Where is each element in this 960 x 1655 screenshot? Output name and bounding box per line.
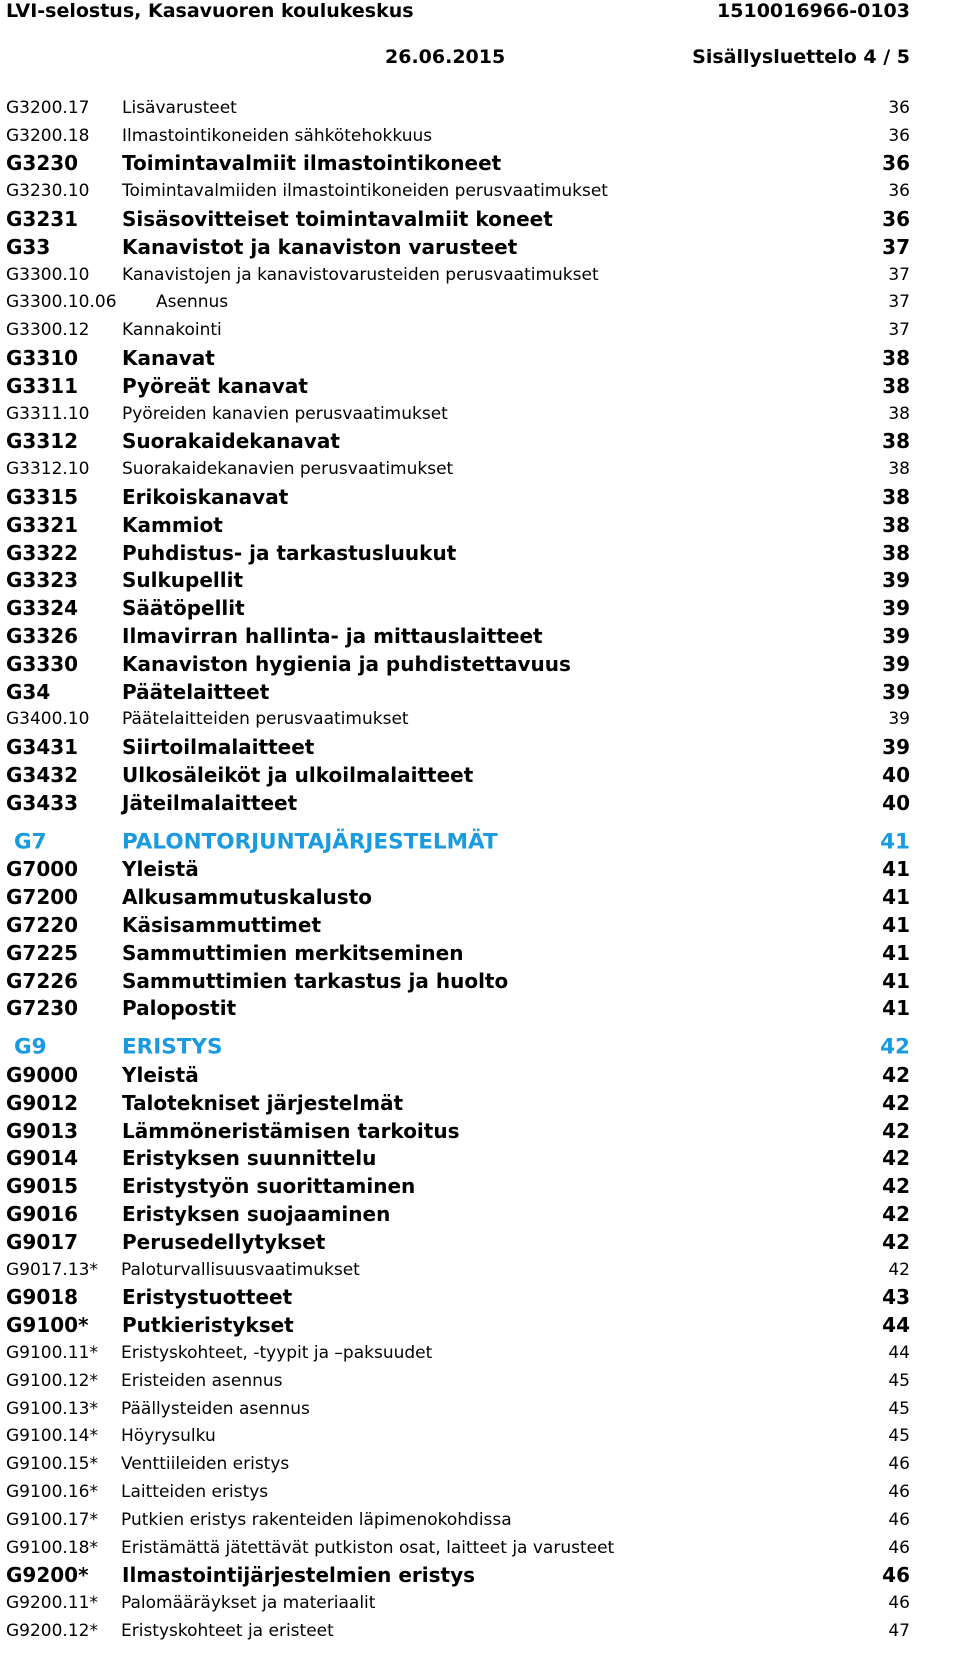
- toc-entry-code: G9017.13*: [6, 1259, 98, 1280]
- toc-entry-page: 38: [888, 459, 910, 480]
- toc-entry-title: Ilmastointikoneiden sähkötehokkuus: [122, 125, 433, 146]
- toc-entry[interactable]: [6, 483, 910, 511]
- toc-entry[interactable]: [6, 1617, 910, 1645]
- toc-entry[interactable]: [6, 428, 910, 456]
- toc-entry-code: G9100.17*: [6, 1509, 98, 1530]
- toc-entry[interactable]: [6, 1311, 910, 1339]
- toc-entry-page: 46: [882, 1563, 910, 1588]
- toc-entry-code: G7226: [6, 968, 79, 993]
- toc-entry[interactable]: [6, 967, 910, 995]
- toc-entry[interactable]: [6, 94, 910, 122]
- toc-entry[interactable]: [6, 1506, 910, 1534]
- toc-entry-code: G3400.10: [6, 709, 90, 730]
- toc-entry-title: Pyöreiden kanavien perusvaatimukset: [122, 403, 448, 424]
- toc-entry-code: G7200: [6, 885, 79, 910]
- toc-entry[interactable]: [6, 911, 910, 939]
- toc-entry-page: 38: [888, 403, 910, 424]
- toc-entry[interactable]: [6, 1117, 910, 1145]
- toc-entry-code: G3200.18: [6, 125, 90, 146]
- toc-entry-code: G7: [14, 829, 47, 855]
- toc-entry-page: 39: [882, 568, 910, 593]
- toc-entry-title: Siirtoilmalaitteet: [122, 735, 315, 760]
- toc-entry-page: 42: [882, 1146, 910, 1171]
- toc-entry-code: G7230: [6, 996, 79, 1021]
- toc-entry-title: Paloturvallisuusvaatimukset: [121, 1259, 360, 1280]
- toc-entry-page: 42: [880, 1034, 910, 1060]
- toc-entry-title: Yleistä: [122, 857, 199, 882]
- toc-entry-page: 38: [882, 429, 910, 454]
- toc-entry-title: Asennus: [156, 292, 229, 313]
- toc-entry-page: 39: [882, 596, 910, 621]
- toc-entry-title: Ilmastointijärjestelmien eristys: [122, 1563, 476, 1588]
- toc-entry-code: G3230: [6, 151, 79, 176]
- toc-entry-title: Eristeiden asennus: [121, 1370, 283, 1391]
- toc-entry-page: 42: [882, 1062, 910, 1087]
- toc-entry[interactable]: [6, 372, 910, 400]
- toc-entry-title: PALONTORJUNTAJÄRJESTELMÄT: [122, 829, 498, 855]
- toc-entry-title: Toimintavalmiit ilmastointikoneet: [122, 151, 502, 176]
- toc-entry-page: 39: [882, 624, 910, 649]
- toc-entry[interactable]: [6, 261, 910, 289]
- table-of-contents: [6, 94, 910, 1645]
- toc-entry-code: G3300.10: [6, 264, 90, 285]
- toc-entry-title: Putkien eristys rakenteiden läpimenokohdissa: [121, 1509, 512, 1530]
- toc-entry[interactable]: [6, 1395, 910, 1423]
- toc-entry-code: G9000: [6, 1062, 79, 1087]
- toc-entry-page: 42: [882, 1090, 910, 1115]
- toc-entry-title: Laitteiden eristys: [121, 1481, 269, 1502]
- toc-entry-title: Eristyksen suunnittelu: [122, 1146, 377, 1171]
- toc-entry[interactable]: [6, 706, 910, 734]
- toc-entry-title: Eristyskohteet, -tyypit ja –paksuudet: [121, 1342, 433, 1363]
- toc-entry-page: 39: [882, 735, 910, 760]
- toc-entry-code: G9015: [6, 1174, 79, 1199]
- toc-entry-code: G3323: [6, 568, 79, 593]
- toc-entry-title: Eristyskohteet ja eristeet: [121, 1620, 334, 1641]
- toc-entry-title: Perusedellytykset: [122, 1229, 326, 1254]
- toc-entry[interactable]: [6, 177, 910, 205]
- toc-entry-page: 38: [882, 373, 910, 398]
- toc-entry-code: G3200.17: [6, 97, 90, 118]
- toc-entry[interactable]: [6, 828, 910, 856]
- toc-entry-page: 45: [888, 1426, 910, 1447]
- toc-entry-page: 41: [882, 913, 910, 937]
- toc-entry-code: G3231: [6, 207, 79, 232]
- toc-entry-page: 39: [882, 679, 910, 704]
- toc-entry-page: 46: [888, 1593, 910, 1614]
- toc-entry-code: G9016: [6, 1201, 79, 1226]
- toc-entry[interactable]: [6, 789, 910, 817]
- toc-entry-page: 39: [882, 651, 910, 676]
- toc-entry-code: G9100.18*: [6, 1537, 98, 1558]
- toc-entry-code: G33: [6, 234, 51, 259]
- toc-entry-code: G3310: [6, 346, 79, 371]
- document-id: 1510016966-0103: [717, 0, 910, 22]
- toc-entry-page: 47: [888, 1620, 910, 1641]
- toc-entry-code: G3311: [6, 373, 79, 398]
- toc-entry[interactable]: [6, 1422, 910, 1450]
- toc-entry[interactable]: [6, 1256, 910, 1284]
- toc-entry-title: Sulkupellit: [122, 568, 244, 593]
- toc-entry-code: G9017: [6, 1229, 79, 1254]
- toc-entry[interactable]: [6, 995, 910, 1023]
- toc-entry-title: Kanavat: [122, 346, 215, 371]
- toc-entry-code: G7220: [6, 913, 79, 937]
- toc-entry[interactable]: [6, 1283, 910, 1311]
- toc-entry[interactable]: [6, 650, 910, 678]
- toc-entry-page: 43: [882, 1285, 910, 1310]
- toc-entry-code: G3315: [6, 485, 79, 510]
- toc-entry-page: 38: [882, 512, 910, 537]
- toc-entry-title: Kanaviston hygienia ja puhdistettavuus: [122, 651, 571, 676]
- toc-entry-title: Suorakaidekanavat: [122, 429, 340, 454]
- toc-entry[interactable]: [6, 594, 910, 622]
- toc-entry-title: Eristystuotteet: [122, 1285, 293, 1310]
- toc-entry-page: 42: [882, 1174, 910, 1199]
- toc-entry[interactable]: [6, 1172, 910, 1200]
- toc-entry-page: 41: [882, 996, 910, 1021]
- toc-entry-page: 37: [888, 264, 910, 285]
- toc-entry-code: G9100.11*: [6, 1342, 98, 1363]
- toc-entry[interactable]: [6, 1450, 910, 1478]
- toc-entry[interactable]: [6, 1228, 910, 1256]
- toc-entry-title: Pyöreät kanavat: [122, 373, 308, 398]
- toc-entry[interactable]: [6, 511, 910, 539]
- toc-entry-code: G7225: [6, 940, 79, 965]
- toc-entry-code: G3321: [6, 512, 79, 537]
- toc-entry[interactable]: [6, 1061, 910, 1089]
- toc-entry-page: 36: [888, 181, 910, 202]
- toc-entry-code: G9100.16*: [6, 1481, 98, 1502]
- toc-entry[interactable]: [6, 205, 910, 233]
- toc-entry-page: 46: [888, 1454, 910, 1475]
- toc-entry-code: G34: [6, 679, 51, 704]
- toc-entry-page: 36: [888, 97, 910, 118]
- toc-entry-title: Päätelaitteiden perusvaatimukset: [122, 709, 409, 730]
- toc-entry-code: G3324: [6, 596, 79, 621]
- toc-entry-page: 45: [888, 1370, 910, 1391]
- toc-entry-code: G3433: [6, 790, 79, 815]
- document-date: 26.06.2015: [385, 46, 506, 68]
- toc-entry[interactable]: [6, 1561, 910, 1589]
- toc-entry-page: 42: [882, 1229, 910, 1254]
- toc-entry-title: Päällysteiden asennus: [121, 1398, 310, 1419]
- toc-entry-page: 42: [882, 1118, 910, 1143]
- toc-entry-page: 38: [882, 346, 910, 371]
- toc-entry-code: G3432: [6, 763, 79, 788]
- toc-entry-code: G3312: [6, 429, 79, 454]
- toc-entry-title: Eristyksen suojaaminen: [122, 1201, 391, 1226]
- toc-entry-code: G3431: [6, 735, 79, 760]
- toc-entry-code: G9100.15*: [6, 1454, 98, 1475]
- toc-entry-title: Talotekniset järjestelmät: [122, 1090, 404, 1115]
- toc-entry-title: Sammuttimien merkitseminen: [122, 940, 464, 965]
- toc-entry-code: G9013: [6, 1118, 79, 1143]
- toc-entry-page: 40: [882, 790, 910, 815]
- toc-entry-title: Säätöpellit: [122, 596, 245, 621]
- toc-entry[interactable]: [6, 316, 910, 344]
- toc-entry-page: 37: [882, 234, 910, 259]
- toc-entry-page: 41: [882, 968, 910, 993]
- toc-entry-title: Kannakointi: [122, 320, 222, 341]
- toc-entry[interactable]: [6, 233, 910, 261]
- toc-entry-code: G3330: [6, 651, 79, 676]
- toc-entry-page: 36: [888, 125, 910, 146]
- toc-entry-title: Höyrysulku: [121, 1426, 216, 1447]
- toc-entry-title: Lisävarusteet: [122, 97, 237, 118]
- toc-entry-page: 37: [888, 292, 910, 313]
- toc-entry[interactable]: [6, 1367, 910, 1395]
- toc-entry-title: Päätelaitteet: [122, 679, 270, 704]
- toc-entry[interactable]: [6, 1033, 910, 1061]
- toc-entry[interactable]: [6, 1089, 910, 1117]
- toc-entry-code: G3322: [6, 540, 79, 565]
- toc-entry-title: Toimintavalmiiden ilmastointikoneiden perusvaatimukset: [122, 181, 608, 202]
- toc-entry-title: Käsisammuttimet: [122, 913, 322, 937]
- toc-entry-page: 44: [888, 1342, 910, 1363]
- toc-entry-page: 45: [888, 1398, 910, 1419]
- toc-entry-code: G9012: [6, 1090, 79, 1115]
- toc-entry-page: 42: [888, 1259, 910, 1280]
- toc-entry[interactable]: [6, 883, 910, 911]
- toc-entry-title: Kanavistojen ja kanavistovarusteiden perusvaatimukset: [122, 264, 599, 285]
- toc-entry-code: G3300.12: [6, 320, 90, 341]
- toc-entry[interactable]: [6, 1144, 910, 1172]
- toc-entry[interactable]: [6, 1589, 910, 1617]
- toc-entry[interactable]: [6, 733, 910, 761]
- toc-entry-title: Jäteilmalaitteet: [122, 790, 298, 815]
- toc-entry-code: G9018: [6, 1285, 79, 1310]
- toc-entry[interactable]: [6, 678, 910, 706]
- toc-entry-page: 38: [882, 540, 910, 565]
- toc-entry-page: 44: [882, 1313, 910, 1338]
- toc-entry-title: Ulkosäleiköt ja ulkoilmalaitteet: [122, 763, 474, 788]
- toc-entry-page: 41: [882, 857, 910, 882]
- toc-entry-page: 41: [882, 940, 910, 965]
- toc-entry-code: G3326: [6, 624, 79, 649]
- toc-entry[interactable]: [6, 455, 910, 483]
- toc-entry-title: Eristystyön suorittaminen: [122, 1174, 416, 1199]
- toc-entry-code: G9200.12*: [6, 1620, 98, 1641]
- toc-entry-page: 41: [880, 829, 910, 855]
- toc-entry-code: G9: [14, 1034, 47, 1060]
- toc-entry-page: 42: [882, 1201, 910, 1226]
- toc-entry-page: 37: [888, 320, 910, 341]
- toc-entry-title: Suorakaidekanavien perusvaatimukset: [122, 459, 454, 480]
- toc-entry-code: G7000: [6, 857, 79, 882]
- toc-entry[interactable]: [6, 939, 910, 967]
- toc-entry-title: Eristämättä jätettävät putkiston osat, laitteet ja varusteet: [121, 1537, 615, 1558]
- toc-entry-page: 38: [882, 485, 910, 510]
- toc-entry[interactable]: [6, 856, 910, 884]
- toc-entry-page: 46: [888, 1537, 910, 1558]
- toc-entry-code: G3230.10: [6, 181, 90, 202]
- toc-entry-title: ERISTYS: [122, 1034, 223, 1060]
- toc-entry-code: G9100.12*: [6, 1370, 98, 1391]
- toc-entry[interactable]: [6, 567, 910, 595]
- toc-entry-title: Yleistä: [122, 1062, 199, 1087]
- toc-entry[interactable]: [6, 150, 910, 178]
- toc-entry-page: 36: [882, 151, 910, 176]
- toc-entry-title: Kanavistot ja kanaviston varusteet: [122, 234, 518, 259]
- toc-entry[interactable]: [6, 622, 910, 650]
- document-title: LVI-selostus, Kasavuoren koulukeskus: [6, 0, 414, 22]
- toc-entry-title: Sammuttimien tarkastus ja huolto: [122, 968, 509, 993]
- toc-entry[interactable]: [6, 400, 910, 428]
- toc-entry-page: 41: [882, 885, 910, 910]
- toc-entry[interactable]: [6, 289, 910, 317]
- toc-entry-title: Sisäsovitteiset toimintavalmiit koneet: [122, 207, 553, 232]
- toc-entry[interactable]: [6, 1534, 910, 1562]
- toc-entry-page: 40: [882, 763, 910, 788]
- toc-entry[interactable]: [6, 539, 910, 567]
- toc-entry-title: Puhdistus- ja tarkastusluukut: [122, 540, 457, 565]
- toc-entry-title: Palopostit: [122, 996, 237, 1021]
- toc-entry-code: G9100.13*: [6, 1398, 98, 1419]
- toc-entry-title: Ilmavirran hallinta- ja mittauslaitteet: [122, 624, 543, 649]
- toc-entry-code: G9200.11*: [6, 1593, 98, 1614]
- toc-entry-title: Erikoiskanavat: [122, 485, 289, 510]
- toc-entry[interactable]: [6, 344, 910, 372]
- section-indicator: Sisällysluettelo 4 / 5: [692, 46, 910, 68]
- toc-entry-code: G3300.10.06: [6, 292, 117, 313]
- toc-entry-title: Venttiileiden eristys: [121, 1454, 290, 1475]
- toc-entry-title: Palomääräykset ja materiaalit: [121, 1593, 376, 1614]
- toc-entry-page: 39: [888, 709, 910, 730]
- toc-entry-code: G9100.14*: [6, 1426, 98, 1447]
- toc-entry-code: G3312.10: [6, 459, 90, 480]
- toc-entry[interactable]: [6, 1200, 910, 1228]
- toc-entry-page: 46: [888, 1481, 910, 1502]
- toc-entry[interactable]: [6, 1339, 910, 1367]
- toc-entry-title: Kammiot: [122, 512, 223, 537]
- toc-entry-code: G9200*: [6, 1563, 89, 1588]
- toc-entry-title: Lämmöneristämisen tarkoitus: [122, 1118, 460, 1143]
- toc-entry[interactable]: [6, 122, 910, 150]
- toc-entry[interactable]: [6, 761, 910, 789]
- toc-entry-title: Alkusammutuskalusto: [122, 885, 372, 910]
- toc-entry-page: 46: [888, 1509, 910, 1530]
- toc-entry-page: 36: [882, 207, 910, 232]
- toc-entry-title: Putkieristykset: [122, 1313, 294, 1338]
- toc-entry-code: G3311.10: [6, 403, 90, 424]
- toc-entry-code: G9100*: [6, 1313, 89, 1338]
- toc-entry[interactable]: [6, 1478, 910, 1506]
- toc-entry-code: G9014: [6, 1146, 79, 1171]
